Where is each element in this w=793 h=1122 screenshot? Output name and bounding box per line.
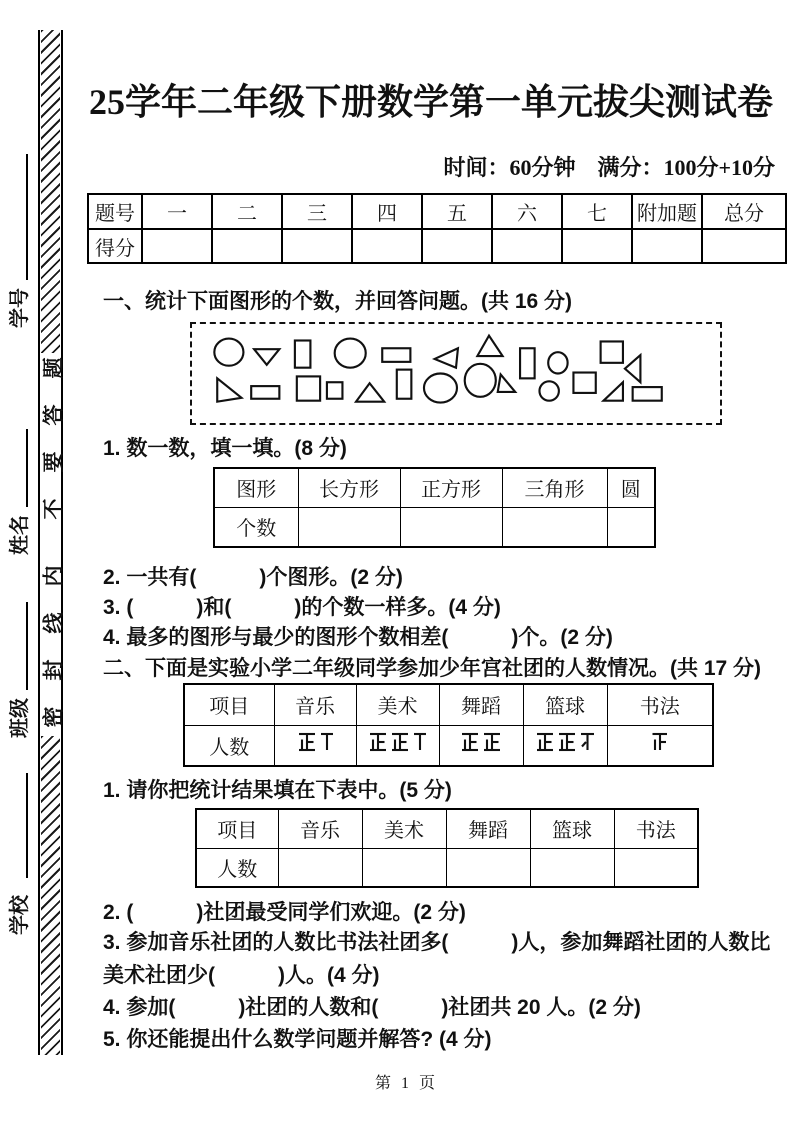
- shape-triangle: [217, 378, 241, 401]
- id-field-blank-line: [1, 773, 28, 878]
- tally-glyph-3: [579, 731, 595, 753]
- section1-question-2: 2. 一共有( )个图形。(2 分): [103, 566, 403, 589]
- section2-question-1: 1. 请你把统计结果填在下表中。(5 分): [103, 779, 452, 802]
- tally-marks: [650, 731, 669, 753]
- section1-question-4: 4. 最多的图形与最少的图形个数相差( )个。(2 分): [103, 626, 613, 649]
- section2-heading: 二、下面是实验小学二年级同学参加少年宫社团的人数情况。(共 17 分): [103, 657, 762, 680]
- answer-blank-cell: [400, 507, 502, 547]
- score-row-label: 得分: [88, 229, 142, 263]
- tally-glyph-5: [535, 731, 555, 753]
- result-fill-table: [195, 808, 699, 888]
- answer-blank-cell: [362, 848, 446, 887]
- id-field-blank-line: [1, 154, 28, 280]
- tally-cell: [523, 725, 607, 766]
- tally-cell: [607, 725, 713, 766]
- score-blank-cell: [492, 229, 562, 263]
- score-table-header-cell: 题号: [88, 194, 142, 229]
- shape-circle: [465, 364, 496, 397]
- score-blank-cell: [632, 229, 702, 263]
- seal-text-char: 封: [41, 659, 66, 681]
- column-header: 正方形: [400, 468, 502, 507]
- seal-text-char: 题: [41, 357, 66, 379]
- shapes-box: [190, 322, 722, 425]
- row-label: 人数: [184, 725, 274, 766]
- tally-cell: [274, 725, 356, 766]
- seal-line-band: [38, 30, 66, 1055]
- shape-circle: [424, 374, 457, 403]
- answer-blank-cell: [502, 507, 607, 547]
- shape-circle: [214, 339, 243, 366]
- tally-glyph-5: [390, 731, 410, 753]
- column-header: 项目: [184, 684, 274, 725]
- column-header: 篮球: [530, 809, 614, 848]
- shape-square: [327, 382, 343, 399]
- column-header: 舞蹈: [446, 809, 530, 848]
- score-table-header-cell: 总分: [702, 194, 786, 229]
- shape-rectangle: [295, 341, 311, 368]
- shape-rectangle: [382, 348, 410, 362]
- section1-heading: 一、统计下面图形的个数，并回答问题。(共 16 分): [103, 290, 573, 313]
- shapes-figure: [192, 324, 720, 423]
- column-header: 舞蹈: [439, 684, 523, 725]
- answer-blank-cell: [278, 848, 362, 887]
- section2-question-5: 5. 你还能提出什么数学问题并解答? (4 分): [103, 1028, 492, 1051]
- tally-table: [183, 683, 714, 767]
- seal-text-char: 内: [41, 565, 66, 587]
- seal-text-char: 密: [41, 706, 66, 728]
- shape-square: [573, 373, 595, 393]
- shape-circle: [548, 352, 567, 373]
- section1-question-1: 1. 数一数，填一填。(8 分): [103, 437, 347, 460]
- tally-glyph-5: [297, 731, 317, 753]
- seal-text-char: 要: [41, 451, 66, 473]
- score-table-header-cell: 六: [492, 194, 562, 229]
- shape-triangle: [477, 336, 502, 356]
- tally-glyph-2: [319, 731, 334, 753]
- id-field-label: 学校: [9, 895, 31, 935]
- seal-text-char: 答: [41, 404, 66, 426]
- hatch-pattern-top: [41, 30, 60, 353]
- shape-circle: [539, 381, 558, 400]
- shape-triangle: [254, 349, 279, 365]
- id-field-blank-line: [1, 602, 28, 690]
- tally-glyph-5: [460, 731, 480, 753]
- score-table-header-cell: 七: [562, 194, 632, 229]
- score-table-header-cell: 四: [352, 194, 422, 229]
- score-blank-cell: [422, 229, 492, 263]
- score-table-header-cell: 二: [212, 194, 282, 229]
- tally-cell: [356, 725, 439, 766]
- column-header: 圆: [607, 468, 655, 507]
- section2-question-4: 4. 参加( )社团的人数和( )社团共 20 人。(2 分): [103, 996, 641, 1019]
- answer-blank-cell: [530, 848, 614, 887]
- score-table-header-cell: 三: [282, 194, 352, 229]
- tally-marks: [297, 731, 334, 753]
- exam-meta: 时间：60分钟 满分：100分+10分: [443, 155, 775, 180]
- score-blank-cell: [352, 229, 422, 263]
- row-label: 人数: [196, 848, 278, 887]
- column-header: 书法: [614, 809, 698, 848]
- tally-glyph-2: [412, 731, 427, 753]
- column-header: 长方形: [298, 468, 400, 507]
- tally-glyph-5: [482, 731, 502, 753]
- section1-question-3: 3. ( )和( )的个数一样多。(4 分): [103, 596, 501, 619]
- shape-triangle: [435, 348, 458, 367]
- section2-question-2: 2. ( )社团最受同学们欢迎。(2 分): [103, 901, 466, 924]
- shape-rectangle: [251, 386, 279, 399]
- score-blank-cell: [702, 229, 786, 263]
- tally-cell: [439, 725, 523, 766]
- shape-rectangle: [633, 387, 662, 401]
- column-header: 美术: [362, 809, 446, 848]
- id-field-label: 班级: [9, 698, 31, 738]
- tally-marks: [460, 731, 502, 753]
- column-header: 书法: [607, 684, 713, 725]
- seal-text-char: 线: [41, 612, 66, 634]
- shape-rectangle: [397, 370, 412, 399]
- tally-marks: [535, 731, 595, 753]
- shape-square: [601, 341, 623, 362]
- shape-circle: [335, 339, 366, 368]
- shape-triangle: [625, 355, 641, 382]
- column-header: 音乐: [274, 684, 356, 725]
- score-blank-cell: [142, 229, 212, 263]
- shape-triangle: [604, 382, 623, 400]
- shape-count-table: [213, 467, 656, 548]
- score-table-header-cell: 五: [422, 194, 492, 229]
- id-field-label: 姓名: [9, 515, 31, 555]
- shape-triangle: [498, 374, 515, 391]
- shape-triangle: [356, 383, 384, 401]
- column-header: 音乐: [278, 809, 362, 848]
- student-id-fields: [1, 125, 31, 935]
- answer-blank-cell: [607, 507, 655, 547]
- score-blank-cell: [282, 229, 352, 263]
- score-table: [87, 193, 787, 264]
- row-label: 个数: [214, 507, 298, 547]
- score-blank-cell: [562, 229, 632, 263]
- column-header: 项目: [196, 809, 278, 848]
- column-header: 三角形: [502, 468, 607, 507]
- answer-blank-cell: [446, 848, 530, 887]
- paper-title: 25学年二年级下册数学第一单元拔尖测试卷: [88, 82, 773, 122]
- id-field-blank-line: [1, 429, 28, 507]
- tally-glyph-4: [650, 731, 669, 753]
- section2-question-3: 3. 参加音乐社团的人数比书法社团多( )人，参加舞蹈社团的人数比美术社团少( )人。(4 分): [103, 931, 771, 987]
- shape-rectangle: [520, 348, 535, 378]
- answer-blank-cell: [614, 848, 698, 887]
- seal-text-char: 不: [41, 498, 66, 520]
- hatch-pattern-bottom: [41, 736, 60, 1055]
- shape-square: [297, 376, 320, 400]
- column-header: 美术: [356, 684, 439, 725]
- page-footer: 第 1 页: [374, 1075, 438, 1092]
- score-table-header-cell: 附加题: [632, 194, 702, 229]
- score-table-header-cell: 一: [142, 194, 212, 229]
- score-blank-cell: [212, 229, 282, 263]
- tally-glyph-5: [557, 731, 577, 753]
- id-field-label: 学号: [9, 288, 31, 328]
- tally-marks: [368, 731, 427, 753]
- column-header: 图形: [214, 468, 298, 507]
- answer-blank-cell: [298, 507, 400, 547]
- column-header: 篮球: [523, 684, 607, 725]
- tally-glyph-5: [368, 731, 388, 753]
